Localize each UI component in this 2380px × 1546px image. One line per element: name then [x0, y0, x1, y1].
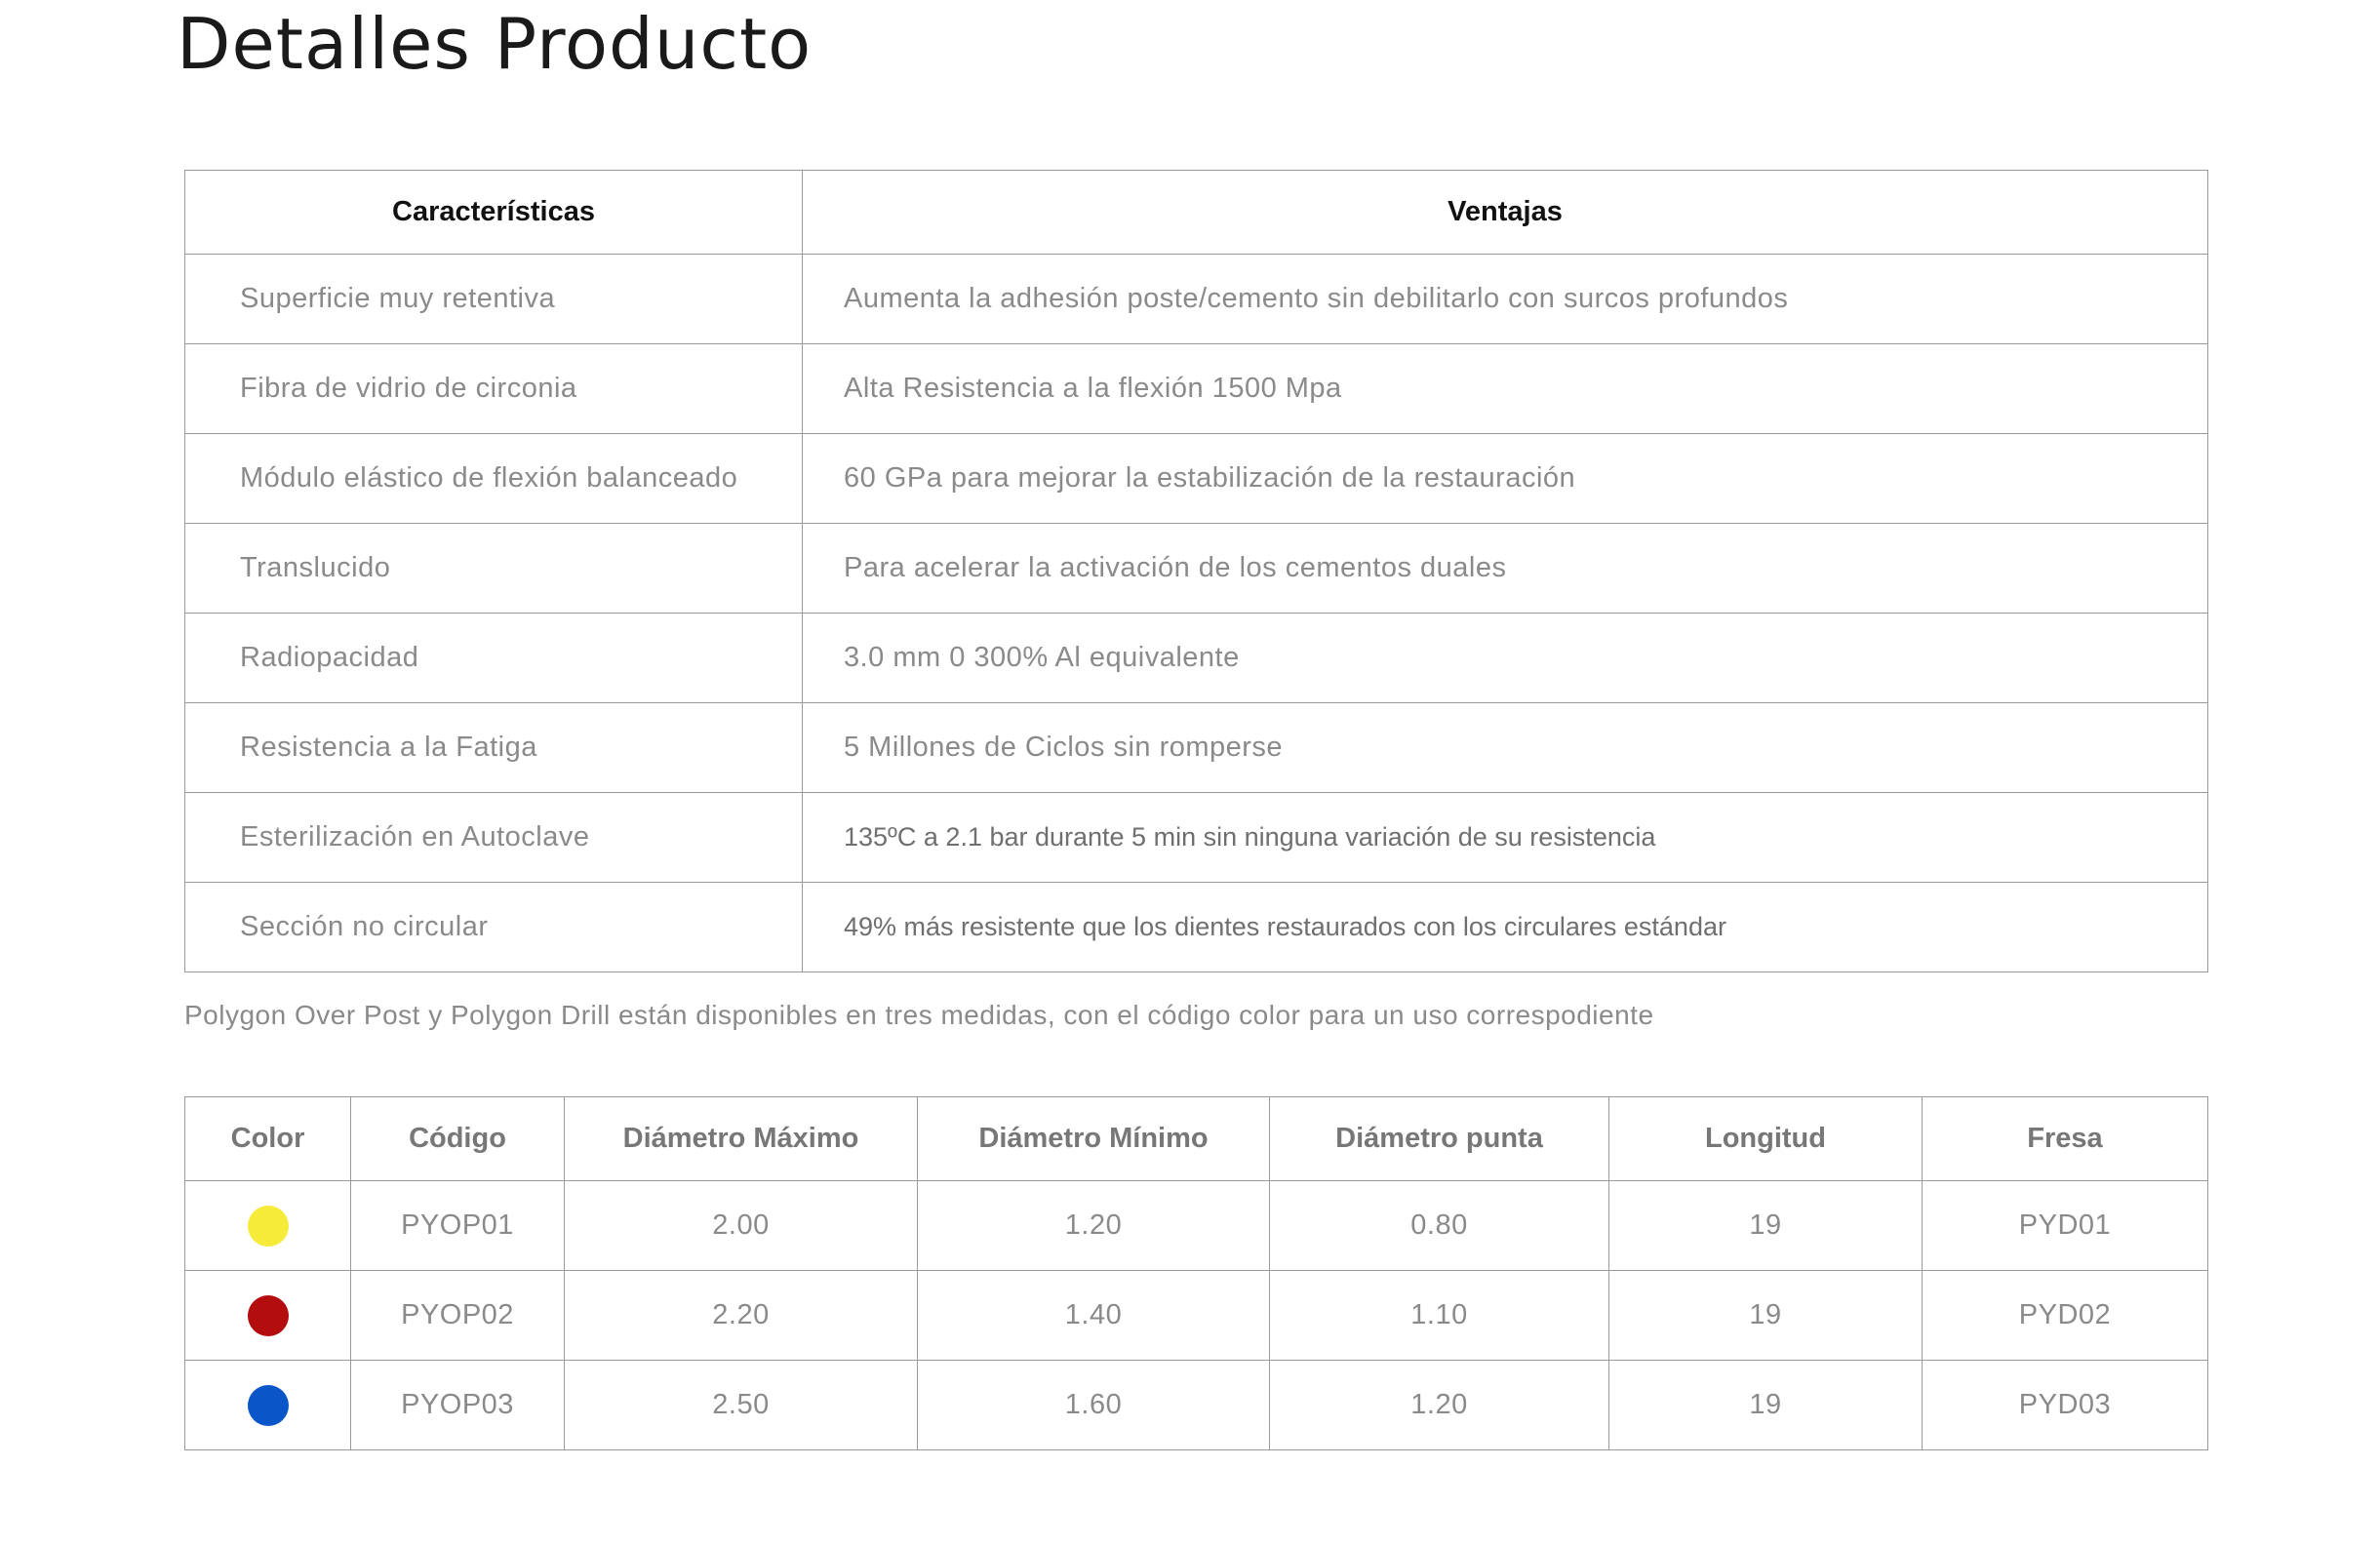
- advantage-cell: Para acelerar la activación de los cementos duales: [803, 524, 2208, 614]
- table-row: [185, 1271, 2208, 1361]
- code-cell: PYOP03: [351, 1361, 565, 1450]
- advantage-cell: 135ºC a 2.1 bar durante 5 min sin ninguna variación de su resistencia: [803, 793, 2208, 883]
- max-diameter-cell: 2.00: [565, 1181, 918, 1271]
- advantage-cell: 3.0 mm 0 300% Al equivalente: [803, 614, 2208, 703]
- advantage-cell: 49% más resistente que los dientes restaurados con los circulares estándar: [803, 883, 2208, 972]
- table-row: [185, 344, 2208, 434]
- min-diameter-cell: 1.20: [918, 1181, 1270, 1271]
- column-header-longitud: Longitud: [1609, 1097, 1923, 1181]
- feature-cell: Módulo elástico de flexión balanceado: [185, 434, 803, 524]
- column-header-caracteristicas: Características: [185, 171, 803, 255]
- length-cell: 19: [1609, 1361, 1923, 1450]
- feature-cell: Superficie muy retentiva: [185, 255, 803, 344]
- feature-cell: Fibra de vidrio de circonia: [185, 344, 803, 434]
- feature-cell: Sección no circular: [185, 883, 803, 972]
- features-header-row: [185, 171, 2208, 255]
- table-row: [185, 1361, 2208, 1450]
- column-header-diametro-punta: Diámetro punta: [1270, 1097, 1609, 1181]
- table-row: [185, 524, 2208, 614]
- advantage-cell: 60 GPa para mejorar la estabilización de la restauración: [803, 434, 2208, 524]
- page-title: Detalles Producto: [177, 3, 813, 85]
- code-cell: PYOP02: [351, 1271, 565, 1361]
- feature-cell: Resistencia a la Fatiga: [185, 703, 803, 793]
- min-diameter-cell: 1.60: [918, 1361, 1270, 1450]
- advantage-cell: Alta Resistencia a la flexión 1500 Mpa: [803, 344, 2208, 434]
- min-diameter-cell: 1.40: [918, 1271, 1270, 1361]
- color-dot: [248, 1295, 289, 1336]
- feature-cell: Esterilización en Autoclave: [185, 793, 803, 883]
- advantage-cell: 5 Millones de Ciclos sin romperse: [803, 703, 2208, 793]
- length-cell: 19: [1609, 1271, 1923, 1361]
- table-row: [185, 434, 2208, 524]
- column-header-ventajas: Ventajas: [803, 171, 2208, 255]
- availability-note: Polygon Over Post y Polygon Drill están disponibles en tres medidas, con el código color para un uso correspodiente: [184, 1000, 1654, 1030]
- sizes-table: [184, 1096, 2208, 1450]
- column-header-codigo: Código: [351, 1097, 565, 1181]
- feature-cell: Translucido: [185, 524, 803, 614]
- column-header-color: Color: [185, 1097, 351, 1181]
- table-row: [185, 1181, 2208, 1271]
- table-row: [185, 793, 2208, 883]
- color-cell: [185, 1181, 351, 1271]
- table-row: [185, 614, 2208, 703]
- color-dot: [248, 1385, 289, 1426]
- max-diameter-cell: 2.20: [565, 1271, 918, 1361]
- drill-cell: PYD02: [1923, 1271, 2208, 1361]
- features-table: [184, 170, 2208, 972]
- sizes-header-row: [185, 1097, 2208, 1181]
- feature-cell: Radiopacidad: [185, 614, 803, 703]
- table-row: [185, 703, 2208, 793]
- code-cell: PYOP01: [351, 1181, 565, 1271]
- tip-diameter-cell: 1.10: [1270, 1271, 1609, 1361]
- column-header-diametro-minimo: Diámetro Mínimo: [918, 1097, 1270, 1181]
- length-cell: 19: [1609, 1181, 1923, 1271]
- color-cell: [185, 1361, 351, 1450]
- max-diameter-cell: 2.50: [565, 1361, 918, 1450]
- color-dot: [248, 1206, 289, 1247]
- color-cell: [185, 1271, 351, 1361]
- column-header-diametro-maximo: Diámetro Máximo: [565, 1097, 918, 1181]
- column-header-fresa: Fresa: [1923, 1097, 2208, 1181]
- drill-cell: PYD01: [1923, 1181, 2208, 1271]
- drill-cell: PYD03: [1923, 1361, 2208, 1450]
- advantage-cell: Aumenta la adhesión poste/cemento sin debilitarlo con surcos profundos: [803, 255, 2208, 344]
- table-row: [185, 883, 2208, 972]
- tip-diameter-cell: 1.20: [1270, 1361, 1609, 1450]
- tip-diameter-cell: 0.80: [1270, 1181, 1609, 1271]
- table-row: [185, 255, 2208, 344]
